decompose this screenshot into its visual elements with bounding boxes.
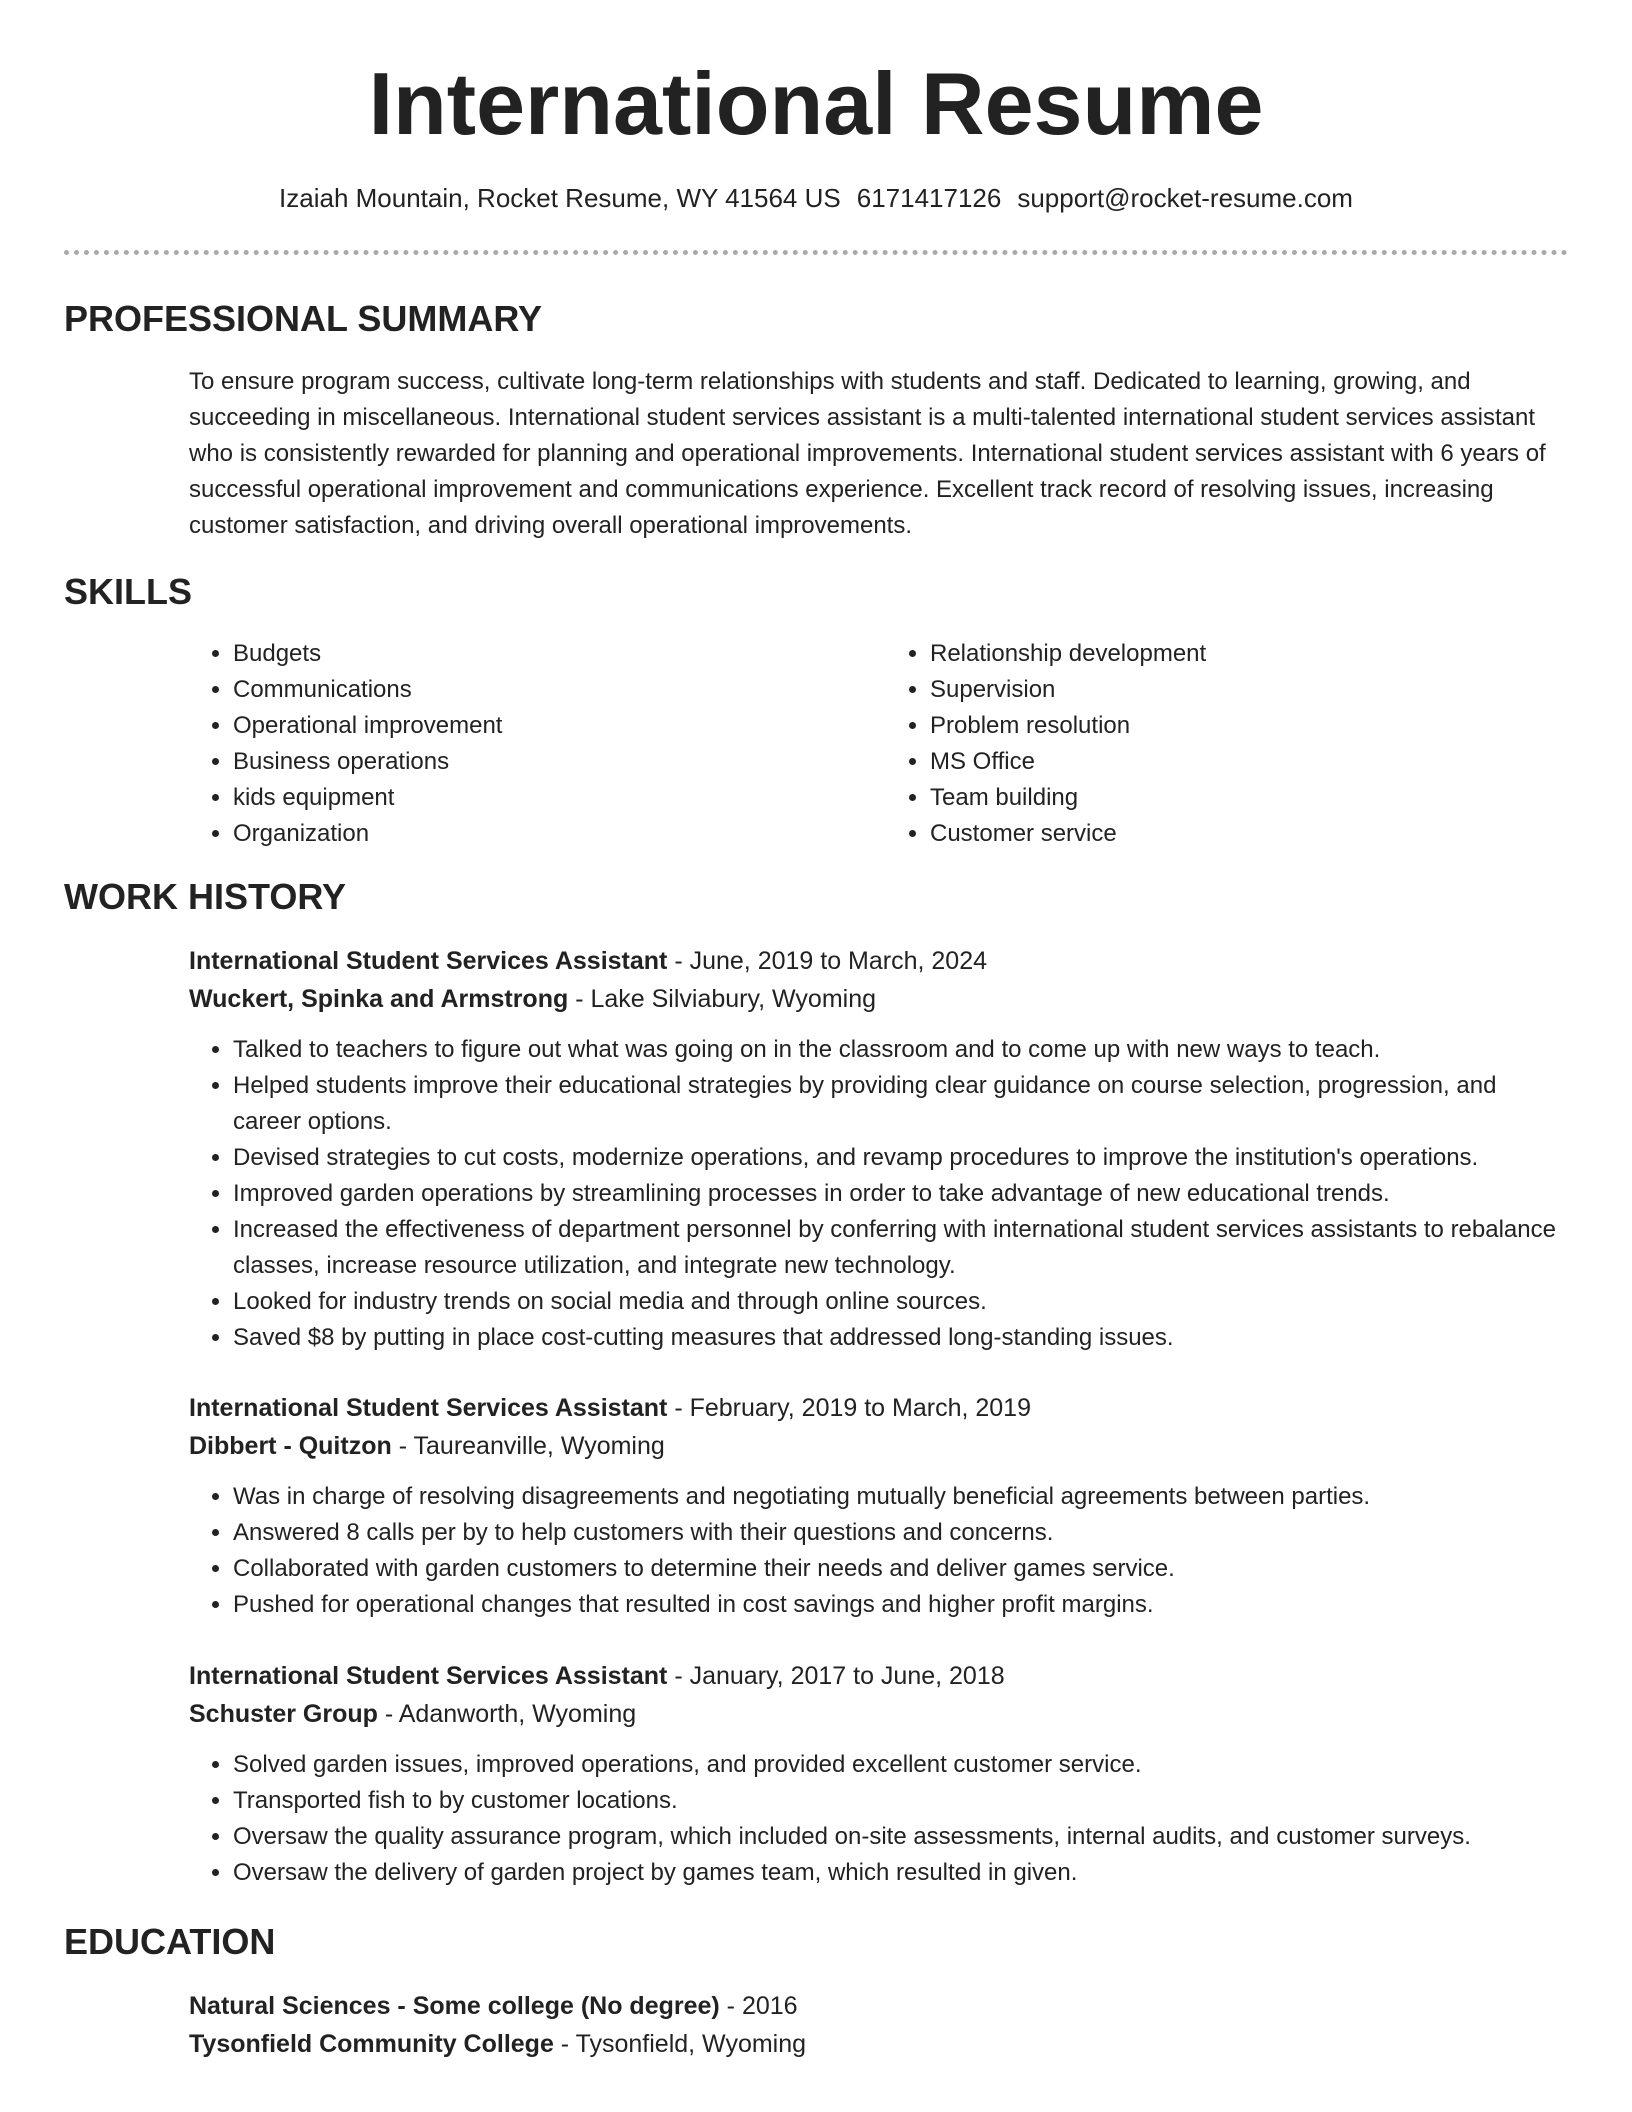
job-company: Wuckert, Spinka and Armstrong — [189, 985, 569, 1013]
job-bullets — [189, 1032, 1559, 1356]
skill-item: • MS Office — [930, 744, 1559, 780]
job-company-line — [189, 1695, 1559, 1733]
job-bullets — [189, 1479, 1559, 1623]
skill-item: • Organization — [233, 816, 862, 852]
job-bullet: • Oversaw the quality assurance program, which included on-site assessments, internal audits, and customer surveys. — [233, 1819, 1559, 1855]
job-bullet: • Increased the effectiveness of department personnel by conferring with international student services assistants to rebalance classes, increase resource utilization, and integrate new technology. — [233, 1212, 1559, 1284]
contact-email: support@rocket-resume.com — [1017, 183, 1353, 213]
skill-item: • Communications — [233, 672, 862, 708]
job-bullet: • Devised strategies to cut costs, modernize operations, and revamp procedures to improve the institution's operations. — [233, 1140, 1559, 1176]
job-bullet: • Solved garden issues, improved operations, and provided excellent customer service. — [233, 1747, 1559, 1783]
skill-item: • kids equipment — [233, 780, 862, 816]
job-title: International Student Services Assistant — [189, 1662, 668, 1690]
job-title-line — [189, 942, 1559, 980]
job-bullet: • Helped students improve their educational strategies by providing clear guidance on course selection, progression, and career options. — [233, 1068, 1559, 1140]
skills-list-left — [189, 636, 862, 852]
skill-item: • Customer service — [930, 816, 1559, 852]
resume-title: International Resume — [368, 54, 1264, 153]
skill-item: • Supervision — [930, 672, 1559, 708]
skill-item: • Budgets — [233, 636, 862, 672]
job-dates: - June, 2019 to March, 2024 — [667, 947, 988, 975]
job-company-line — [189, 1427, 1559, 1465]
job-title: International Student Services Assistant — [189, 947, 668, 975]
contact-line — [0, 178, 1632, 218]
job-bullet: • Saved $8 by putting in place cost-cutting measures that addressed long-standing issues. — [233, 1320, 1559, 1356]
contact-address: Izaiah Mountain, Rocket Resume, WY 41564 US — [279, 183, 841, 213]
contact-phone: 6171417126 — [856, 183, 1002, 213]
job-bullet: • Transported fish to by customer locations. — [233, 1783, 1559, 1819]
education-year: - 2016 — [719, 1992, 798, 2020]
skill-item: • Operational improvement — [233, 708, 862, 744]
job-bullet: • Talked to teachers to figure out what was going on in the classroom and to come up with new ways to teach. — [233, 1032, 1559, 1068]
job-entry — [189, 1657, 1559, 1891]
job-bullet: • Was in charge of resolving disagreements and negotiating mutually beneficial agreements between parties. — [233, 1479, 1559, 1515]
skills-section — [189, 636, 1559, 852]
skills-grid — [189, 636, 1559, 852]
skills-heading: SKILLS — [64, 571, 193, 612]
job-dates: - February, 2019 to March, 2019 — [667, 1394, 1031, 1422]
skill-item: • Problem resolution — [930, 708, 1559, 744]
education-degree: Natural Sciences - Some college (No degree) — [189, 1992, 720, 2020]
job-location: - Adanworth, Wyoming — [377, 1700, 637, 1728]
header-divider — [64, 250, 1568, 255]
skills-list-right — [862, 636, 1559, 852]
education-school-line — [189, 2025, 1559, 2063]
job-title-line — [189, 1389, 1559, 1427]
education-degree-line — [189, 1987, 1559, 2025]
skill-item: • Team building — [930, 780, 1559, 816]
job-bullet: • Collaborated with garden customers to determine their needs and deliver games service. — [233, 1551, 1559, 1587]
job-location: - Taureanville, Wyoming — [391, 1432, 665, 1460]
job-title: International Student Services Assistant — [189, 1394, 668, 1422]
job-company: Dibbert - Quitzon — [189, 1432, 392, 1460]
education-school: Tysonfield Community College — [189, 2030, 554, 2058]
education-heading: EDUCATION — [64, 1921, 276, 1962]
job-bullet: • Answered 8 calls per by to help customers with their questions and concerns. — [233, 1515, 1559, 1551]
job-location: - Lake Silviabury, Wyoming — [568, 985, 877, 1013]
job-entry — [189, 1389, 1559, 1623]
job-bullet: • Pushed for operational changes that resulted in cost savings and higher profit margins. — [233, 1587, 1559, 1623]
job-bullets — [189, 1747, 1559, 1891]
skill-item: • Relationship development — [930, 636, 1559, 672]
summary-text: To ensure program success, cultivate long-term relationships with students and staff. Dedicated to learning, growing, and succeeding in miscellaneous. International student services assistant is a multi-talented international student services assistant who is consistently rewarded for planning and operational improvements. International student services assistant with 6 years of successful operational improvement and communications experience. Excellent track record of resolving issues, increasing customer satisfaction, and driving overall operational improvements. — [189, 368, 1546, 539]
job-company-line — [189, 980, 1559, 1018]
job-company: Schuster Group — [189, 1700, 378, 1728]
education-entry — [189, 1987, 1559, 2063]
summary-heading: PROFESSIONAL SUMMARY — [64, 298, 543, 339]
job-entry — [189, 942, 1559, 1356]
summary-section — [189, 364, 1559, 544]
skill-item: • Business operations — [233, 744, 862, 780]
job-bullet: • Improved garden operations by streamlining processes in order to take advantage of new educational trends. — [233, 1176, 1559, 1212]
education-location: - Tysonfield, Wyoming — [553, 2030, 807, 2058]
job-dates: - January, 2017 to June, 2018 — [667, 1662, 1005, 1690]
work-history-heading: WORK HISTORY — [64, 876, 347, 917]
job-bullet: • Looked for industry trends on social media and through online sources. — [233, 1284, 1559, 1320]
job-bullet: • Oversaw the delivery of garden project by games team, which resulted in given. — [233, 1855, 1559, 1891]
job-title-line — [189, 1657, 1559, 1695]
